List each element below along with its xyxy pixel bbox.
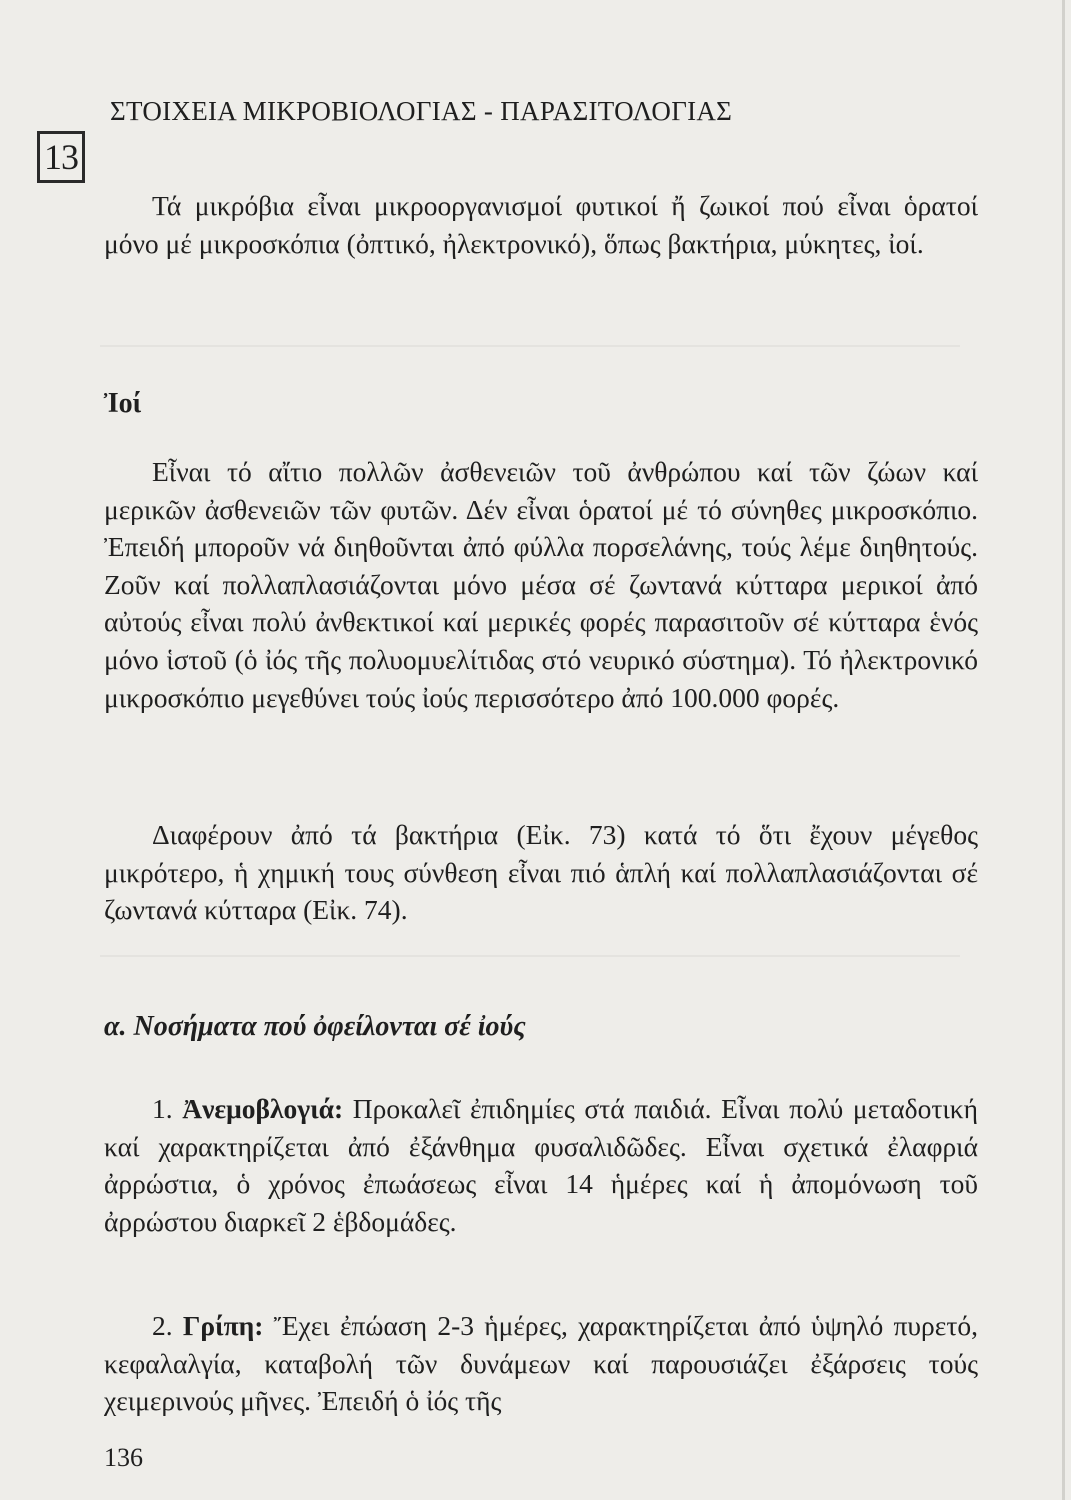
section-heading: Ἰοί [104,388,142,419]
section-paragraph: Εἶναι τό αἴτιο πολλῶν ἀσθενειῶν τοῦ ἀνθρώπου καί τῶν ζώων καί μερικῶν ἀσθενειῶν τῶν φυτῶν. Δέν εἶναι ὁρατοί μέ τό σύνηθες μικροσκόπιο. Ἐπειδή μποροῦν νά διηθοῦνται ἀπό φύλλα πορσελάνης, τούς λέμε διηθητούς. Ζοῦν καί πολλαπλασιάζονται μόνο μέσα σέ ζωντανά κύτταρα μερικοί ἀπό αὐτούς εἶναι πολύ ἀνθεκτικοί καί μερικές φορές παρασιτοῦν σέ κύτταρα ἑνός μόνο ἱστοῦ (ὁ ἰός τῆς πολυομυελίτιδας στό νευρικό σύστημα). Τό ἠλεκτρονικό μικροσκόπιο μεγεθύνει τούς ἰούς περισσότερο ἀπό 100.000 φορές. [104,456,978,713]
item-text: Προκαλεῖ ἐπιδημίες στά παιδιά. Εἶναι πολύ μεταδοτική καί χαρακτηρίζεται ἀπό ἐξάνθημα φυσαλιδῶδες. Εἶναι σχετικά ἐλαφριά ἀρρώστια, ὁ χρόνος ἐπωάσεως εἶναι 14 ἡμέρες καί ἡ ἀπομόνωση τοῦ ἀρρώστου διαρκεῖ 2 ἑβδομάδες. [104,1093,979,1237]
running-head: ΣΤΟΙΧΕΙΑ ΜΙΚΡΟΒΙΟΛΟΓΙΑΣ - ΠΑΡΑΣΙΤΟΛΟΓΙΑΣ [110,96,733,126]
bleed-through [100,955,960,957]
page-number: 136 [104,1443,143,1472]
item-number: 2. [152,1310,173,1341]
chapter-number-box: 13 [37,131,85,183]
bleed-through [100,345,960,347]
item-text: Ἔχει ἐπώαση 2-3 ἡμέρες, χαρακτηρίζεται ἀπό ὑψηλό πυρετό, κεφαλαλγία, καταβολή τῶν δυνάμεων καί παρουσιάζει ἐξάρσεις τούς χειμερινούς μῆνες. Ἐπειδή ὁ ἰός τῆς [104,1310,978,1417]
list-item [104,1090,978,1240]
intro-paragraph: Τά μικρόβια εἶναι μικροοργανισμοί φυτικοί ἤ ζωικοί πού εἶναι ὁρατοί μόνο μέ μικροσκόπια (ὀπτικό, ἠλεκτρονικό), ὅπως βακτήρια, μύκητες, ἰοί. [104,190,978,259]
item-term: Ἀνεμοβλογιά: [182,1093,344,1124]
list-item [104,1307,978,1420]
item-term: Γρίπη: [182,1310,264,1341]
item-number: 1. [152,1093,173,1124]
section-paragraph: Διαφέρουν ἀπό τά βακτήρια (Εἰκ. 73) κατά τό ὅτι ἔχουν μέγεθος μικρότερο, ἡ χημική τους σύνθεση εἶναι πιό ἁπλή καί πολλαπλασιάζονται σέ ζωντανά κύτταρα (Εἰκ. 74). [104,819,978,926]
page-edge [1062,0,1065,1500]
subsection-heading: α. Νοσήματα πού ὀφείλονται σέ ἰούς [104,1011,526,1042]
